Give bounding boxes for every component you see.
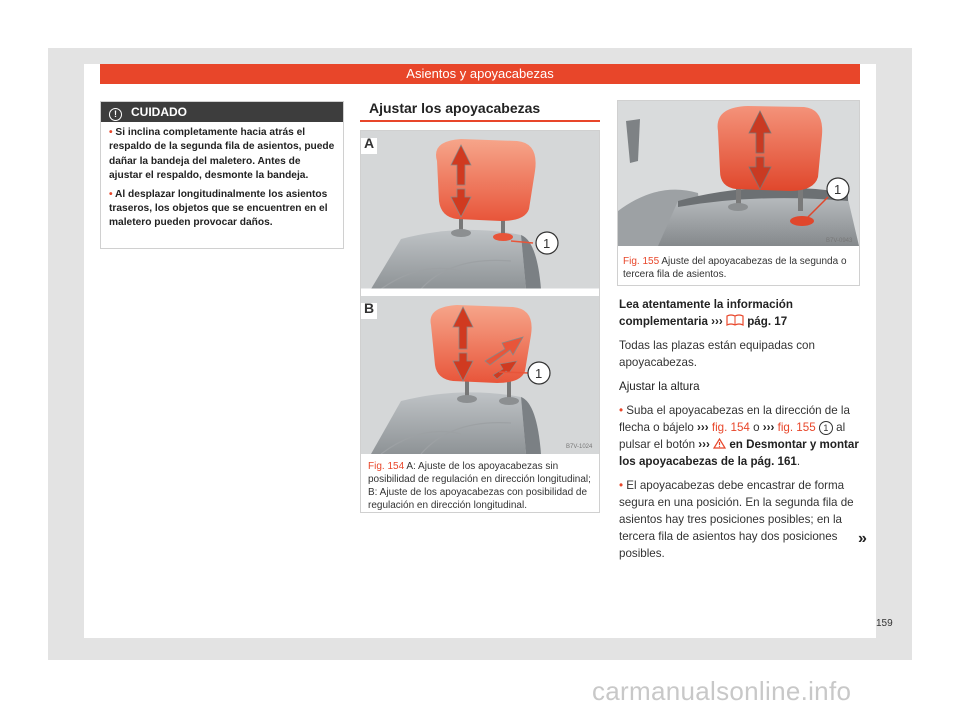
caution-title: CUIDADO xyxy=(131,105,187,119)
info-circle-icon: ! xyxy=(109,108,122,121)
section-title: Ajustar los apoyacabezas xyxy=(369,100,541,116)
figure-155-caption xyxy=(623,255,857,281)
continue-mark: » xyxy=(858,530,867,547)
bullet-icon: • xyxy=(109,127,113,138)
book-icon xyxy=(726,314,744,326)
intro-paragraph: Lea atentamente la información complementaria ››› pág. 17 xyxy=(619,298,793,328)
figure-154-number: Fig. 154 xyxy=(368,461,405,472)
figure-label-a: A xyxy=(364,135,375,151)
figure-154-caption-text: A: Ajuste de los apoyacabezas sin posibilidad de regulación en dirección longitudinal; B: Ajuste de los apoyacabezas con posibilidad de regulación en dirección longitudinal. xyxy=(368,461,591,511)
figure-154-illustration xyxy=(361,131,599,454)
bullet-2: • El apoyacabezas debe encastrar de forma segura en una posición. En la segunda fila de asientos hay tres posiciones posibles; en la tercera fila de asientos hay dos posiciones posibles. xyxy=(619,479,854,560)
figure-155-illustration xyxy=(618,101,859,246)
bullet-icon: • xyxy=(109,188,113,200)
caution-box xyxy=(100,101,344,249)
figure-155-number: Fig. 155 xyxy=(623,256,660,267)
figure-155-callout-number: 1 xyxy=(834,182,842,197)
figure-154-code: B7V-1024 xyxy=(566,444,593,450)
body-text xyxy=(619,296,859,569)
bullet-icon: • xyxy=(619,479,624,492)
warning-triangle-icon xyxy=(713,438,726,449)
figure-label-b: B xyxy=(364,300,375,316)
caution-body xyxy=(101,122,343,231)
figure-reference-link[interactable]: fig. 155 xyxy=(777,421,816,434)
section-divider xyxy=(360,120,600,122)
subheading: Ajustar la altura xyxy=(619,380,700,393)
figure-155-caption-text: Ajuste del apoyacabezas de la segunda o tercera fila de asientos. xyxy=(623,256,847,280)
callout-circle: 1 xyxy=(819,421,833,435)
chapter-header: Asientos y apoyacabezas xyxy=(100,64,860,84)
figure-reference-link[interactable]: fig. 154 xyxy=(711,421,750,434)
watermark: carmanualsonline.info xyxy=(592,676,852,706)
figure-b-callout-number: 1 xyxy=(535,366,543,381)
bullet-1: • Suba el apoyacabezas en la dirección de la flecha o bájelo ››› fig. 154 o ››› fig. 155 1 al pulsar el botón ››› en Desmontar y montar los apoyacabezas de la pág. 161. xyxy=(619,404,859,468)
caution-header xyxy=(101,102,343,122)
figure-a-callout-number: 1 xyxy=(543,236,551,251)
bullet-icon: • xyxy=(619,404,624,417)
caution-item: • Si inclina completamente hacia atrás el respaldo de la segunda fila de asientos, puede dañar la bandeja del maletero. Antes de ajustar el respaldo, desmonte la bandeja. xyxy=(109,127,335,182)
headrest-a xyxy=(436,139,536,221)
headrest-rear xyxy=(718,106,823,191)
caution-item: • Al desplazar longitudinalmente los asientos traseros, los objetos que se encuentren en el maletero pueden provocar daños. xyxy=(109,188,328,229)
figure-155-code: B7V-0943 xyxy=(826,238,853,244)
figure-154-caption xyxy=(368,460,594,512)
page-number: 159 xyxy=(876,618,893,629)
p1: Todas las plazas están equipadas con apoyacabezas. xyxy=(619,339,815,369)
